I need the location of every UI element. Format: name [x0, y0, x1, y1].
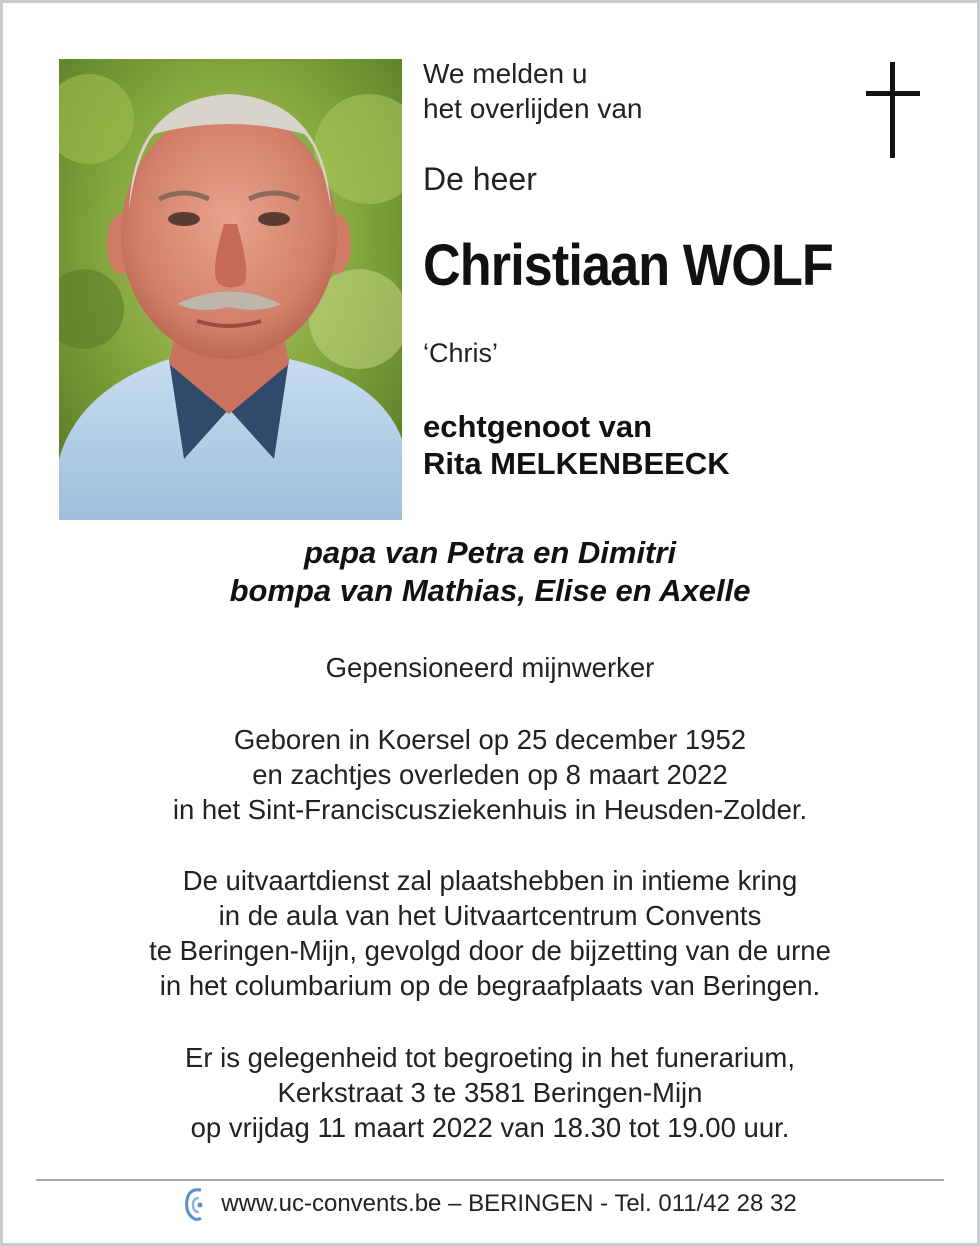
footer-divider — [36, 1179, 944, 1181]
birth-line: en zachtjes overleden op 8 maart 2022 — [252, 759, 728, 790]
birth-line: Geboren in Koersel op 25 december 1952 — [233, 724, 747, 755]
nickname: ‘Chris’ — [423, 338, 499, 368]
spouse-line: Rita MELKENBEECK — [423, 446, 730, 481]
deceased-name: Christiaan WOLF — [423, 233, 833, 298]
spouse-text — [423, 408, 730, 482]
service-paragraph — [0, 863, 980, 1003]
service-line: te Beringen-Mijn, gevolgd door de bijzetting van de urne — [149, 935, 831, 966]
intro-line: We melden u — [423, 58, 588, 89]
service-line: in het columbarium op de begraafplaats van Beringen. — [159, 970, 821, 1001]
cross-icon — [866, 62, 920, 158]
service-line: De uitvaartdienst zal plaatshebben in intieme kring — [182, 865, 798, 896]
visitation-line: Kerkstraat 3 te 3581 Beringen-Mijn — [277, 1077, 703, 1108]
occupation-line: Gepensioneerd mijnwerker — [325, 652, 655, 683]
footer — [0, 1186, 980, 1222]
service-line: in de aula van het Uitvaartcentrum Convents — [218, 900, 762, 931]
intro-line: het overlijden van — [423, 93, 643, 124]
occupation — [0, 650, 980, 685]
footer-contact: www.uc-convents.be – BERINGEN - Tel. 011/42 28 32 — [221, 1190, 797, 1217]
visitation-line: Er is gelegenheid tot begroeting in het funerarium, — [185, 1042, 795, 1073]
visitation-paragraph — [0, 1040, 980, 1145]
family-line: bompa van Mathias, Elise en Axelle — [229, 573, 751, 608]
family-text — [0, 534, 980, 610]
spouse-line: echtgenoot van — [423, 409, 653, 444]
portrait-photo — [59, 59, 402, 520]
visitation-line: op vrijdag 11 maart 2022 van 18.30 tot 19.00 uur. — [190, 1112, 790, 1143]
birth-line: in het Sint-Franciscusziekenhuis in Heusden-Zolder. — [172, 794, 808, 825]
uc-convents-logo-icon — [183, 1186, 207, 1222]
family-line: papa van Petra en Dimitri — [303, 535, 677, 570]
birth-paragraph — [0, 722, 980, 827]
honorific: De heer — [423, 161, 537, 197]
intro-text — [423, 56, 642, 126]
